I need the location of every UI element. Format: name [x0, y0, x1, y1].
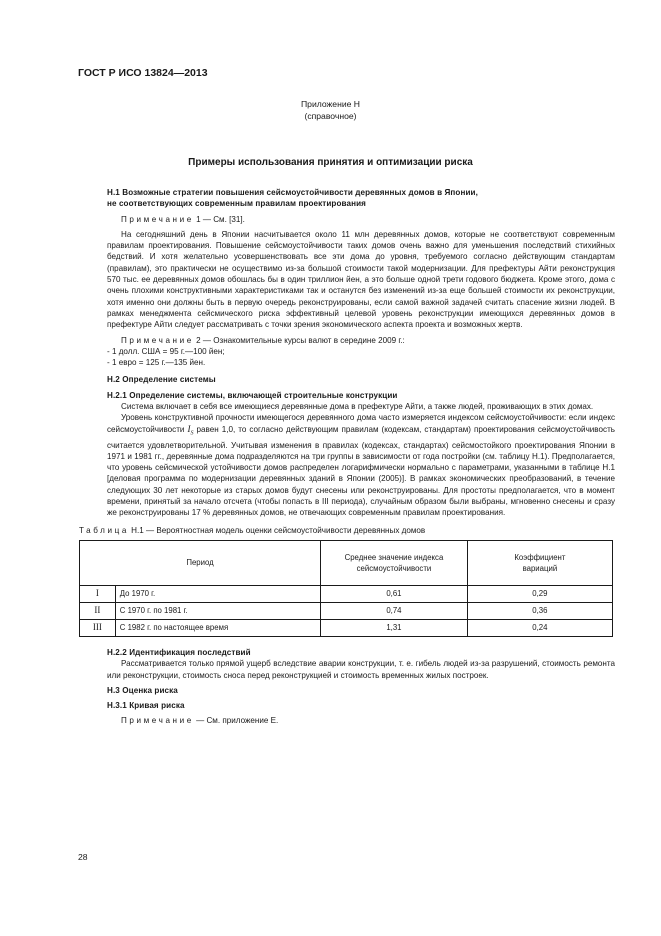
row-mean: 0,61	[321, 585, 468, 602]
note-1-label: Примечание	[121, 214, 194, 224]
paragraph-h22: Рассматривается только прямой ущерб вследствие аварии конструкции, т. е. гибель людей из-за разрушений, стоимость ремонта или реконструкции, стоимость сноса перед реконструкцией и стоимость временных жилых построек.	[107, 659, 615, 680]
section-h21-heading: Н.2.1 Определение системы, включающей строительные конструкции	[107, 390, 398, 400]
row-cov: 0,29	[467, 585, 612, 602]
table-row	[80, 602, 613, 619]
appendix-subtitle: (справочное)	[304, 111, 357, 121]
note-h31-text: — См. приложение Е.	[193, 716, 279, 726]
header-period: Период	[80, 540, 321, 585]
appendix-title: Приложение Н	[301, 99, 360, 109]
section-h31-heading: Н.3.1 Кривая риска	[107, 701, 185, 711]
standard-header: ГОСТ Р ИСО 13824—2013	[78, 67, 208, 79]
table-row	[80, 585, 613, 602]
section-h2-heading: Н.2 Определение системы	[107, 375, 216, 385]
document-body	[79, 187, 615, 727]
row-cov: 0,24	[467, 619, 612, 636]
header-mean: Среднее значение индекса сейсмоустойчивости	[321, 540, 468, 585]
note-2	[107, 335, 615, 346]
table-row	[80, 619, 613, 636]
index-symbol: I	[187, 423, 191, 434]
row-number: I	[80, 585, 116, 602]
row-mean: 0,74	[321, 602, 468, 619]
table-caption-label: Таблица	[79, 525, 129, 535]
paragraph-h1: На сегодняшний день в Японии насчитывается около 11 млн деревянных домов, которые не соответствуют современным правилам проектирования. Повышение сейсмоустойчивости таких домов очень важно для уменьшения последствий стихийных бедствий. И хотя желательно усовершенствовать все эти дома до уровня, требуемого согласно действующим стандартам (правилам), это практически не осуществимо из-за большой стоимости такой модернизации. Для префектуры Айти реконструкция 570 тыс. ее деревянных домов обошлась бы в один триллион йен, а это больше одной трети годового бюджета. Кроме этого, дома с очень плохими конструктивными характеристиками так и останутся без изменений из-за еще большей стоимости их реконструкции, хотя именно они должны быть в первую очередь реконструированы, если самой важной задачей считать спасение жизни людей. В рамках менеджмента сейсмического риска эффективный целевой уровень реконструкции имеющихся деревянных домов в префектуре Айти следует рассматривать с точки зрения экономического аспекта проекта и возможных жертв.	[107, 229, 615, 330]
section-title: Примеры использования принятия и оптимизации риска	[188, 157, 473, 168]
note-h31-label: Примечание	[121, 716, 194, 726]
page-number: 28	[78, 852, 88, 862]
table-h1	[79, 540, 613, 637]
note-2-label: Примечание	[121, 335, 194, 345]
table-caption-text: Н.1 — Вероятностная модель оценки сейсмоустойчивости деревянных домов	[128, 525, 426, 535]
section-h22-heading: Н.2.2 Идентификация последствий	[107, 647, 251, 657]
row-period: С 1970 г. по 1981 г.	[115, 602, 320, 619]
section-h1-heading-cont: не соответствующих современным правилам проектирования	[107, 199, 366, 209]
table-header-row	[80, 540, 613, 585]
index-subscript: S	[190, 430, 194, 437]
note-2-line-eur: - 1 евро = 125 г.—135 йен.	[107, 358, 206, 368]
row-period: С 1982 г. по настоящее время	[115, 619, 320, 636]
paragraph-h21-index: Уровень конструктивной прочности имеющегося деревянного дома часто измеряется индексом сейсмоустойчивости: если индекс сейсмоустойчивости $I_S$ равен 1,0, то согласно действующим правилам (кодексам, стандартам) проектирования сейсмоустойчивость считается удовлетворительной. Учитывая изменения в правилах (кодексах, стандартах) сейсмостойкого проектирования Японии в 1971 и 1981 гг., деревянные дома подразделяются на три группы в зависимости от года постройки (см. таблицу Н.1). Предполагается, что уровень сейсмической устойчивости домов распределен логарифмически нормально с параметрами, указанными в таблице Н.1 [деловая программа по модернизации деревянных зданий в Японии (2005)]. В рамках экономических преобразований, в течение следующих 30 лет некоторые из старых домов будут снесены или реконструированы. Для простоты предполагается, что в момент времени, принятый за начало отсчета (чтобы попасть в III периода), случайным образом были выбраны, мгновенно снесены и сразу же реконструированы 17 % деревянных домов, не отвечающих современным правилам проектирования.	[107, 413, 615, 518]
row-cov: 0,36	[467, 602, 612, 619]
appendix-heading	[0, 98, 661, 122]
note-1-text: 1 — См. [31].	[193, 214, 245, 224]
row-number: III	[80, 619, 116, 636]
header-cov: Коэффициент вариаций	[467, 540, 612, 585]
section-h3-heading: Н.3 Оценка риска	[107, 685, 178, 695]
table-caption	[79, 525, 619, 536]
note-2-text: 2 — Ознакомительные курсы валют в середине 2009 г.:	[193, 335, 405, 345]
row-number: II	[80, 602, 116, 619]
note-2-line-usd: - 1 долл. США = 95 г.—100 йен;	[107, 346, 225, 356]
row-period: До 1970 г.	[115, 585, 320, 602]
row-mean: 1,31	[321, 619, 468, 636]
paragraph-h21-system: Система включает в себя все имеющиеся деревянные дома в префектуре Айти, а также людей, проживающих в этих домах.	[121, 402, 594, 412]
section-h1-heading: Н.1 Возможные стратегии повышения сейсмоустойчивости деревянных домов в Японии,	[107, 188, 478, 197]
note-h31	[107, 715, 615, 726]
note-1	[107, 214, 615, 225]
